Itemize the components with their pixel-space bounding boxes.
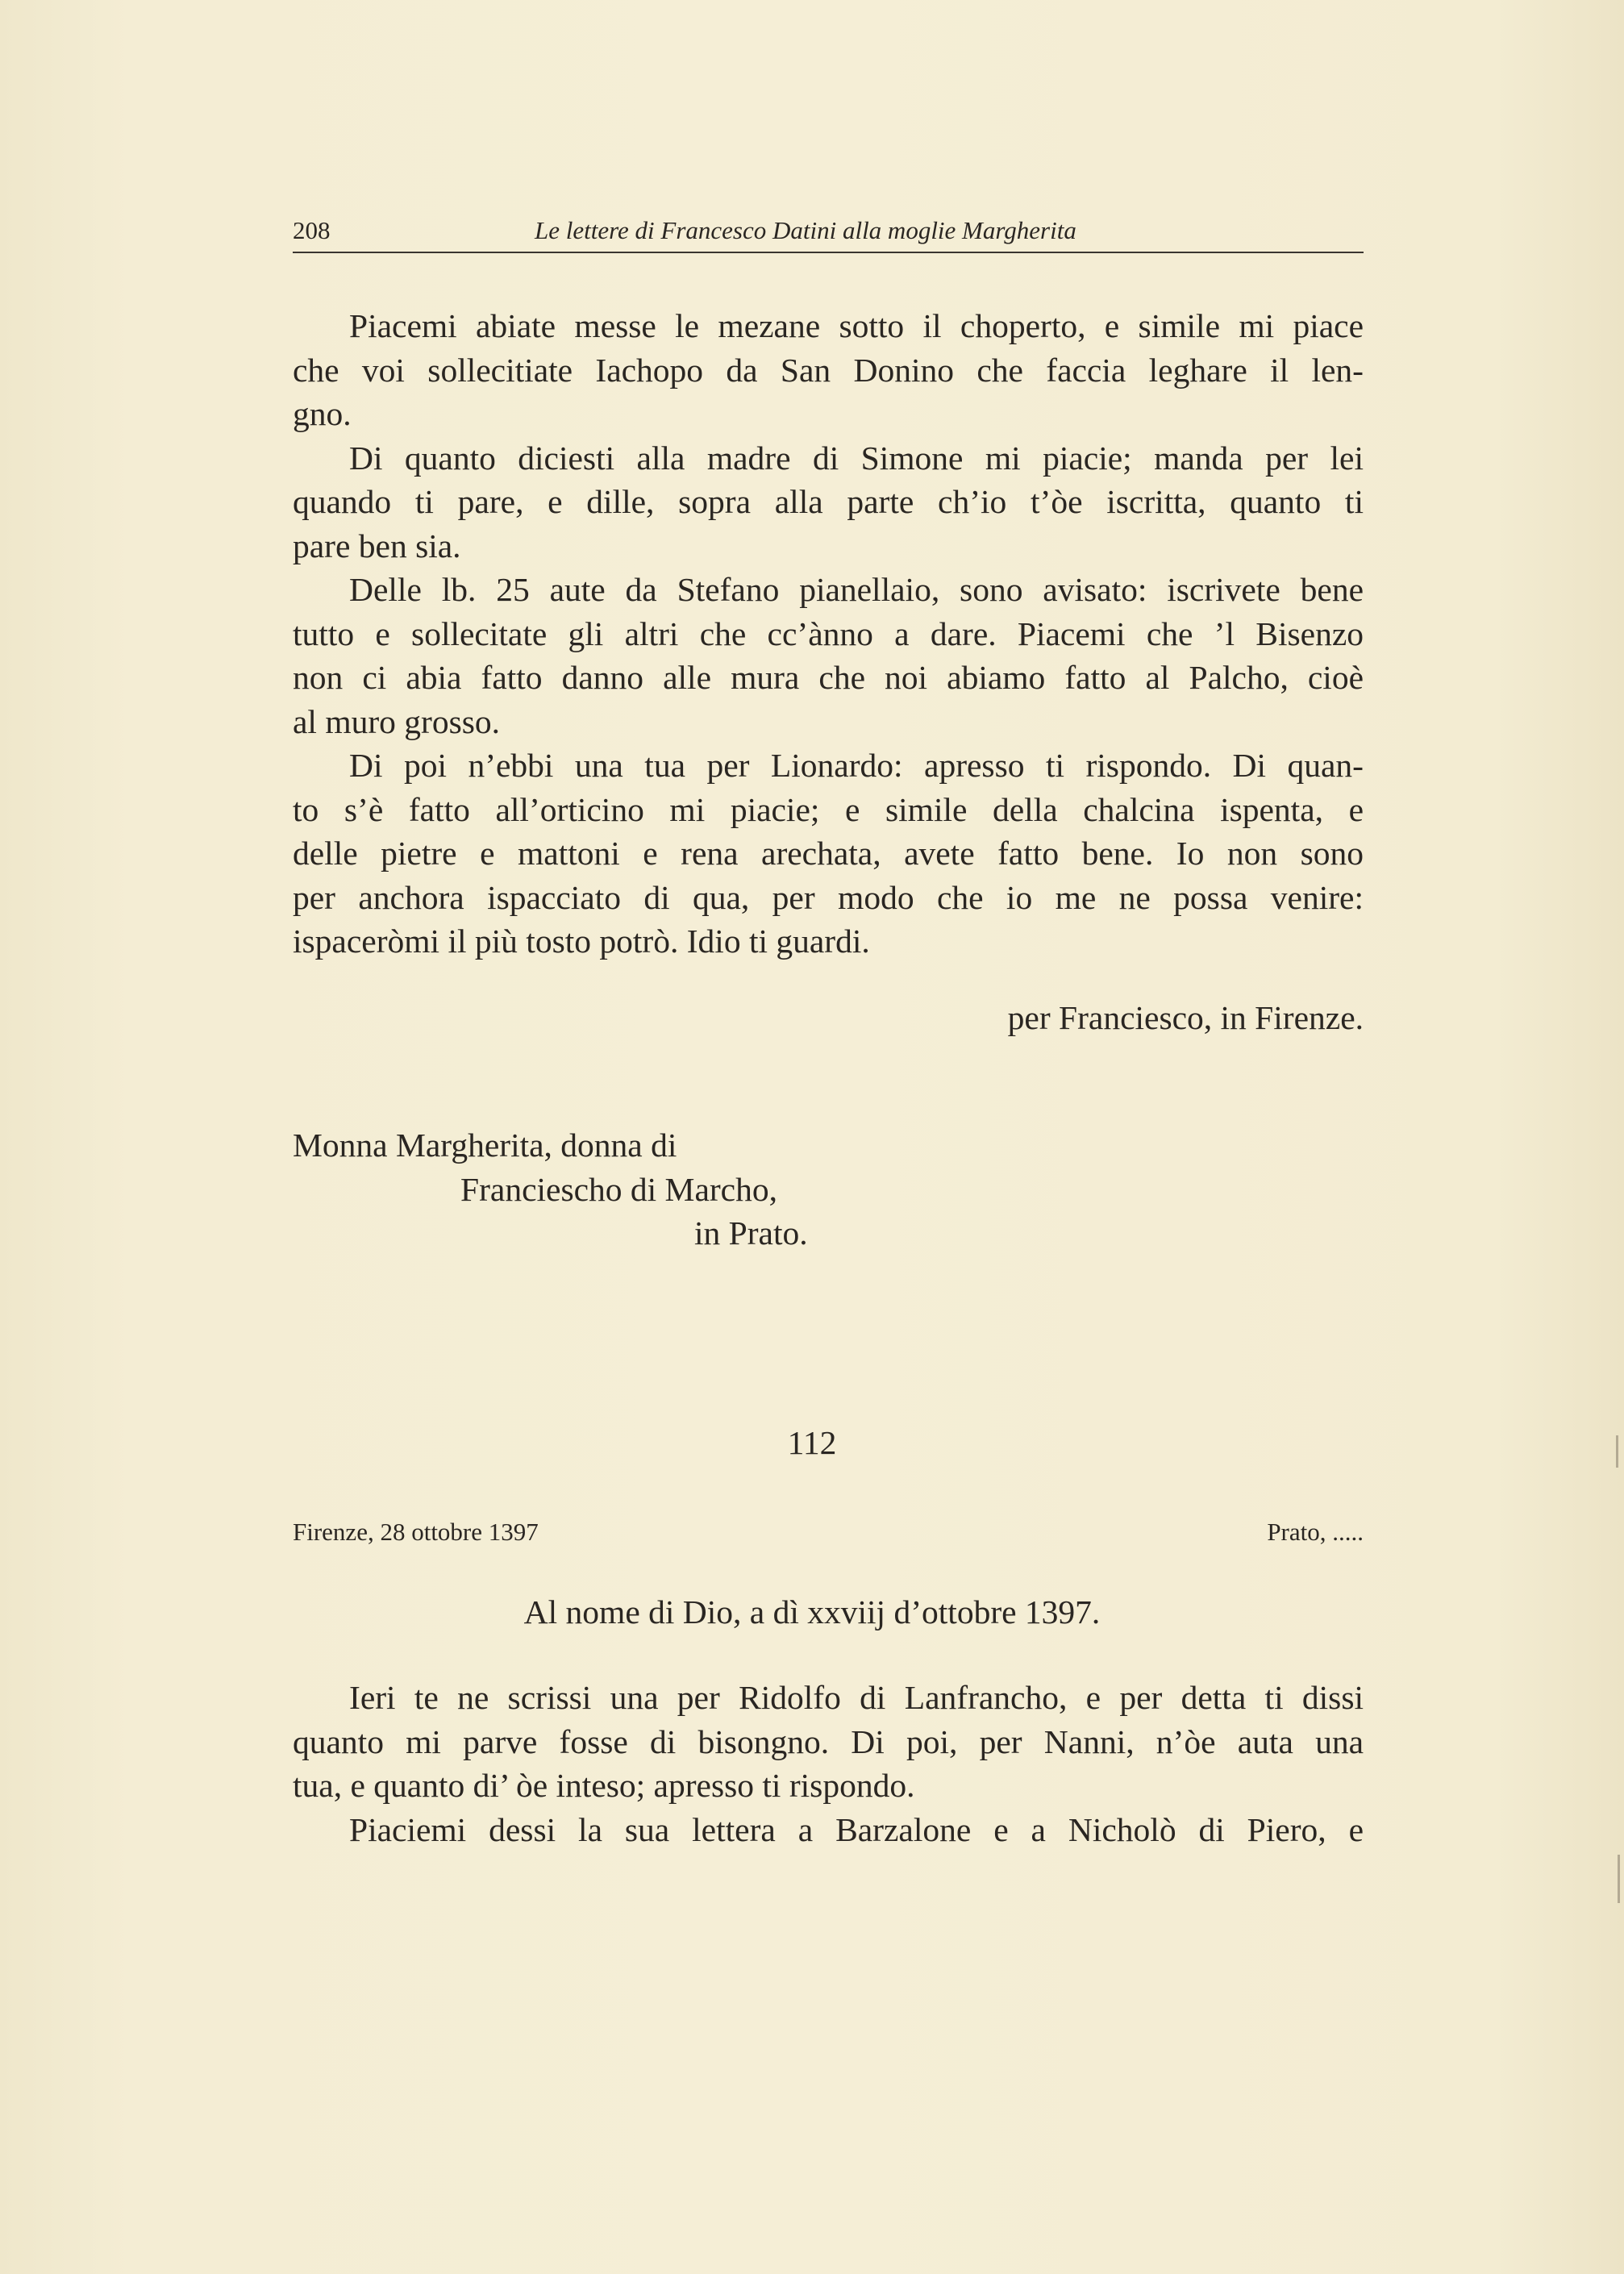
text-line: to s’è fatto all’orticino mi piacie; e simile della chalcina ispenta, e — [293, 790, 1364, 828]
page-number: 208 — [293, 216, 331, 244]
letter-111-body — [293, 304, 1364, 1036]
running-title: Le lettere di Francesco Datini alla moglie Margherita — [535, 216, 1076, 244]
text-line: ispaceròmi il più tosto potrò. Idio ti guardi. — [293, 923, 870, 960]
signoff: per Franciesco, in Firenze. — [1007, 999, 1364, 1036]
text-line: Piaciemi dessi la sua lettera a Barzalone e a Nicholò di Piero, e — [349, 1810, 1364, 1848]
paragraph — [293, 436, 1364, 568]
paragraph — [293, 1808, 1364, 1852]
text-line: quanto mi parve fosse di bisongno. Di poi, per Nanni, n’òe auta una — [293, 1722, 1364, 1760]
destination: Prato, ..... — [1267, 1518, 1364, 1546]
place-date: Firenze, 28 ottobre 1397 — [293, 1518, 539, 1546]
text-line: Ieri te ne scrissi una per Ridolfo di Lanfrancho, e per detta ti dissi — [349, 1679, 1364, 1716]
letter-number: 112 — [787, 1424, 837, 1461]
paragraph — [293, 1676, 1364, 1808]
address-line: Monna Margherita, donna di — [293, 1127, 677, 1164]
text-line: Piacemi abiate messe le mezane sotto il choperto, e simile mi piace — [349, 307, 1364, 344]
text-line: delle pietre e mattoni e rena arechata, avete fatto bene. Io non sono — [293, 835, 1364, 872]
text-line: gno. — [293, 395, 352, 432]
paragraph — [293, 304, 1364, 436]
text-line: che voi sollecitiate Iachopo da San Donino che faccia leghare il len- — [293, 351, 1364, 389]
edge-mark — [1616, 1435, 1618, 1468]
text-line: pare ben sia. — [293, 527, 461, 564]
address-line: in Prato. — [694, 1214, 808, 1252]
text-line: tutto e sollecitate gli altri che cc’ànno a dare. Piacemi che ’l Bisenzo — [293, 614, 1364, 652]
running-header — [293, 211, 1364, 253]
address-line: Franciescho di Marcho, — [460, 1170, 777, 1208]
letter-112-body — [293, 1676, 1364, 1851]
text-line: Delle lb. 25 aute da Stefano pianellaio, sono avisato: iscrivete bene — [349, 571, 1364, 608]
text-line: Di quanto diciesti alla madre di Simone mi piacie; manda per lei — [349, 439, 1364, 477]
text-line: al muro grosso. — [293, 702, 501, 740]
edge-mark — [1618, 1855, 1620, 1903]
paragraph — [293, 743, 1364, 964]
address-block — [293, 1123, 808, 1256]
text-line: quando ti pare, e dille, sopra alla parte ch’io t’òe iscritta, quanto ti — [293, 483, 1364, 520]
paragraph — [293, 568, 1364, 743]
invocation: Al nome di Dio, a dì xxviij d’ottobre 1397. — [523, 1593, 1101, 1631]
text-line: per anchora ispacciato di qua, per modo che io me ne possa venire: — [293, 878, 1364, 916]
text-line: non ci abia fatto danno alle mura che noi abiamo fatto al Palcho, cioè — [293, 659, 1364, 696]
text-line: Di poi n’ebbi una tua per Lionardo: apresso ti rispondo. Di quan- — [349, 747, 1364, 784]
text-line: tua, e quanto di’ òe inteso; apresso ti rispondo. — [293, 1767, 915, 1804]
